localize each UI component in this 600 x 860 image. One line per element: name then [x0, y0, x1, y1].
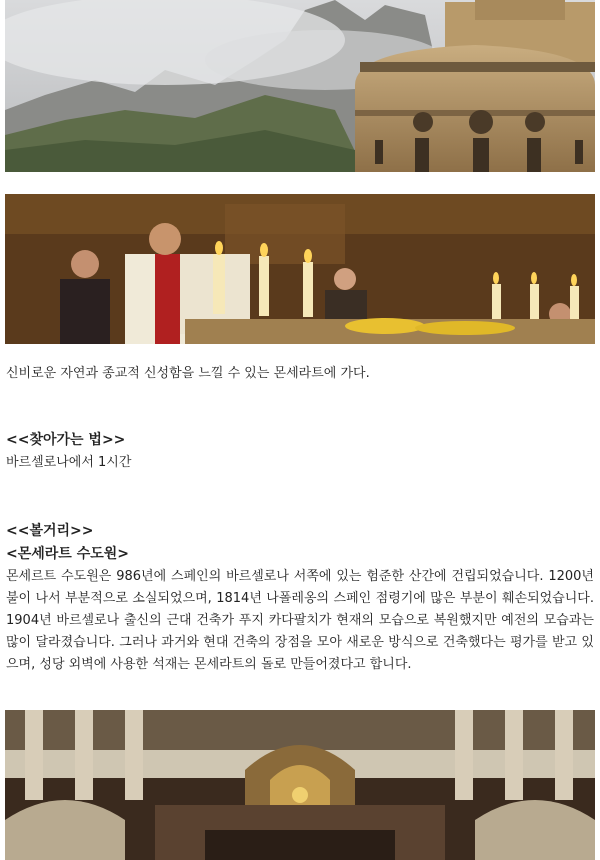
monastery-illustration	[5, 0, 595, 172]
mass-illustration	[5, 194, 595, 344]
mass-ceremony-photo	[5, 194, 595, 344]
monastery-description: 몬세르트 수도원은 986년에 스페인의 바르셀로나 서쪽에 있는 험준한 산간에 건립되었습니다. 1200년 불이 나서 부분적으로 소실되었으며, 1814년 나폴레옹의 스페인 점령기에 많은 부분이 훼손되었습니다. 1904년 바르셀로나 출신의 근대 건축가 푸지 카다팔치가 현재의 모습으로 복원했지만 예전의 모습과는 많이 달라졌습니다. 그러나 과거와 현대 건축의 장점을 모아 새로운 방식으로 건축했다는 평가를 받고 있으며, 성당 외벽에 사용한 석재는 몬세라트의 돌로 만들어졌다고 합니다.	[6, 569, 594, 672]
how-to-get-body: 바르셀로나에서 1시간	[6, 455, 132, 470]
sights-heading: <<볼거리>>	[6, 523, 94, 539]
how-to-get-heading: <<찾아가는 법>>	[6, 432, 126, 448]
montserrat-monastery-photo	[5, 0, 595, 172]
basilica-interior-photo	[5, 710, 595, 860]
monastery-subheading: <몬세라트 수도원>	[6, 546, 130, 562]
intro-text: 신비로운 자연과 종교적 신성함을 느낄 수 있는 몬세라트에 가다.	[6, 366, 370, 381]
basilica-illustration	[5, 710, 595, 860]
